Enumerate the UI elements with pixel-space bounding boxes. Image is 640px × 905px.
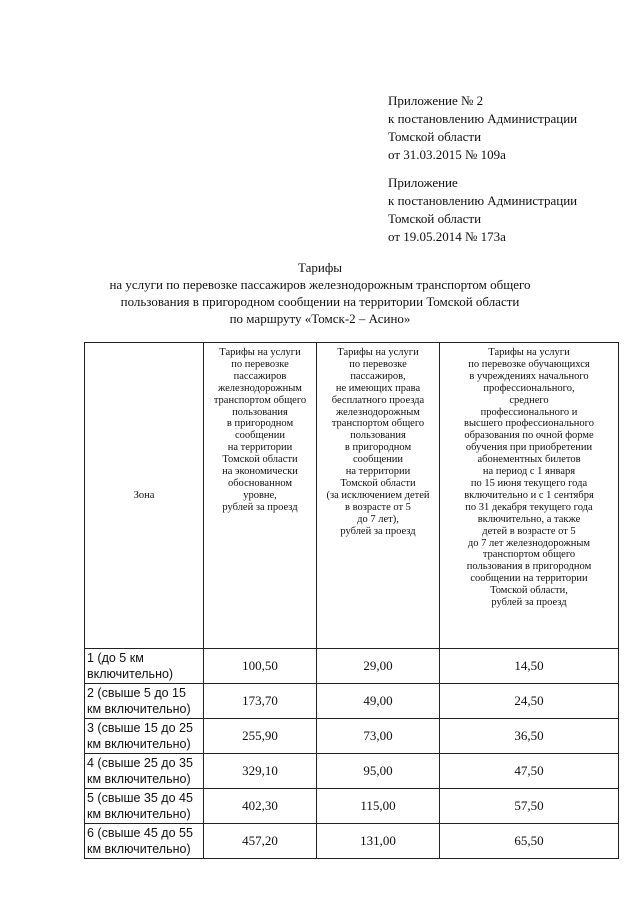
header-line: обоснованном [227,477,293,489]
header-line: в пригородном [226,418,294,430]
header-line: образования по очной форме [464,430,594,442]
tariff-passengers-cell: 29,00 [317,649,440,684]
header-line: железнодорожным [218,382,302,394]
tariff-passengers-cell: 95,00 [317,754,440,789]
appendix-line: Приложение [388,175,458,190]
header-line: рублей за проезд [222,501,298,513]
header-line: профессионального, [483,382,575,394]
appendix-line: к постановлению Администрации [388,193,578,208]
header-line: Тарифы на услуги [488,347,570,358]
tariff-students-header [440,343,619,649]
header-line: Тарифы на услуги [219,347,301,358]
title-line: пользования в пригородном сообщении на территории Томской области [120,294,520,309]
header-line: в пригородном [344,442,412,454]
zone-header: Зона [85,343,204,649]
header-line: по 15 июня текущего года [470,477,588,489]
header-line: сообщении [234,430,286,442]
table-row [85,789,619,824]
header-line: железнодорожным [336,406,420,418]
header-line: на экономически [222,466,298,478]
zone-line: 6 (свыше 45 до 55 [87,826,193,840]
header-line: транспортом общего [213,394,307,406]
tariff-economic-cell: 255,90 [204,719,317,754]
header-line: на территории [227,442,293,454]
tariff-students-cell: 47,50 [440,754,619,789]
header-line: Томской области [340,477,416,489]
header-line: по перевозке [349,358,407,370]
tariff-economic-cell: 173,70 [204,684,317,719]
tariff-passengers-header [317,343,440,649]
header-line: рублей за проезд [340,525,416,537]
tariff-students-cell: 14,50 [440,649,619,684]
header-line: сообщении [352,454,404,466]
header-line: бесплатного проезда [331,394,425,406]
tariff-students-cell: 65,50 [440,824,619,859]
appendix-note-2 [388,174,628,246]
tariff-economic-cell: 402,30 [204,789,317,824]
zone-cell [85,754,204,789]
header-line: пассажиров, [350,370,406,382]
table-row [85,824,619,859]
header-line: до 7 лет), [357,513,399,525]
header-line: в возрасте от 5 [345,501,411,513]
document-title [0,259,640,327]
tariff-passengers-cell: 73,00 [317,719,440,754]
header-line: до 7 лет железнодорожным [467,537,591,549]
title-line: Тарифы [297,260,342,275]
header-line: на территории [345,466,411,478]
header-line: детей в возрасте от 5 [482,525,576,537]
header-line: пользования в пригородном [466,561,592,573]
header-line: включительно и с 1 сентября [464,489,594,501]
title-line: по маршруту «Томск-2 – Асино» [229,311,411,326]
tariff-economic-cell: 100,50 [204,649,317,684]
zone-line: км включительно) [87,807,191,821]
zone-line: км включительно) [87,842,191,856]
appendix-line: от 31.03.2015 № 109а [388,147,506,162]
zone-cell [85,789,204,824]
header-line: профессионального и [480,406,578,418]
header-line: включительно, а также [477,513,581,525]
header-line: Тарифы на услуги [337,347,419,358]
table-header-row [85,343,619,649]
header-line: не имеющих права [335,382,421,394]
header-line: пользования [350,430,406,442]
header-line: транспортом общего [482,549,576,561]
header-line: уровне, [243,489,277,501]
title-line: на услуги по перевозке пассажиров железнодорожным транспортом общего [109,277,531,292]
zone-line: 5 (свыше 35 до 45 [87,791,193,805]
table-row [85,754,619,789]
zone-cell [85,824,204,859]
header-line: транспортом общего [331,418,425,430]
zone-cell [85,649,204,684]
header-line: на период с 1 января [482,466,576,478]
zone-line: 4 (свыше 25 до 35 [87,756,193,770]
header-line: в учреждениях начального [469,370,589,382]
appendix-line: Приложение № 2 [388,93,484,108]
tariff-students-cell: 24,50 [440,684,619,719]
table-row [85,684,619,719]
header-line: пассажиров [233,370,287,382]
appendix-note-1 [388,92,628,164]
zone-line: включительно) [87,667,174,681]
tariff-passengers-cell: 115,00 [317,789,440,824]
tariff-economic-cell: 457,20 [204,824,317,859]
zone-line: 1 (до 5 км [87,651,144,665]
zone-line: 2 (свыше 5 до 15 [87,686,186,700]
header-line: по перевозке обучающихся [468,358,590,370]
table-row [85,649,619,684]
header-line: (за исключением детей [326,489,430,501]
appendix-line: от 19.05.2014 № 173а [388,229,506,244]
zone-line: км включительно) [87,737,191,751]
zone-line: км включительно) [87,772,191,786]
zone-line: км включительно) [87,702,191,716]
header-line: Томской области, [490,585,568,597]
tariff-table [84,342,619,859]
tariff-passengers-cell: 131,00 [317,824,440,859]
header-line: обучения при приобретении [465,442,593,454]
appendix-line: Томской области [388,211,482,226]
header-line: Томской области [222,454,298,466]
header-line: пользования [232,406,288,418]
zone-cell [85,719,204,754]
tariff-students-cell: 36,50 [440,719,619,754]
tariff-passengers-cell: 49,00 [317,684,440,719]
header-line: сообщении на территории [470,573,588,585]
table-row [85,719,619,754]
appendix-line: Томской области [388,129,482,144]
tariff-students-cell: 57,50 [440,789,619,824]
zone-line: 3 (свыше 15 до 25 [87,721,193,735]
header-line: по 31 декабря текущего года [465,501,593,513]
header-line: среднего [509,394,549,406]
zone-cell [85,684,204,719]
header-line: высшего профессионального [464,418,594,430]
header-line: рублей за проезд [491,597,567,609]
header-line: по перевозке [231,358,289,370]
appendix-line: к постановлению Администрации [388,111,578,126]
tariff-economic-header [204,343,317,649]
header-line: абонементных билетов [477,454,581,466]
tariff-economic-cell: 329,10 [204,754,317,789]
